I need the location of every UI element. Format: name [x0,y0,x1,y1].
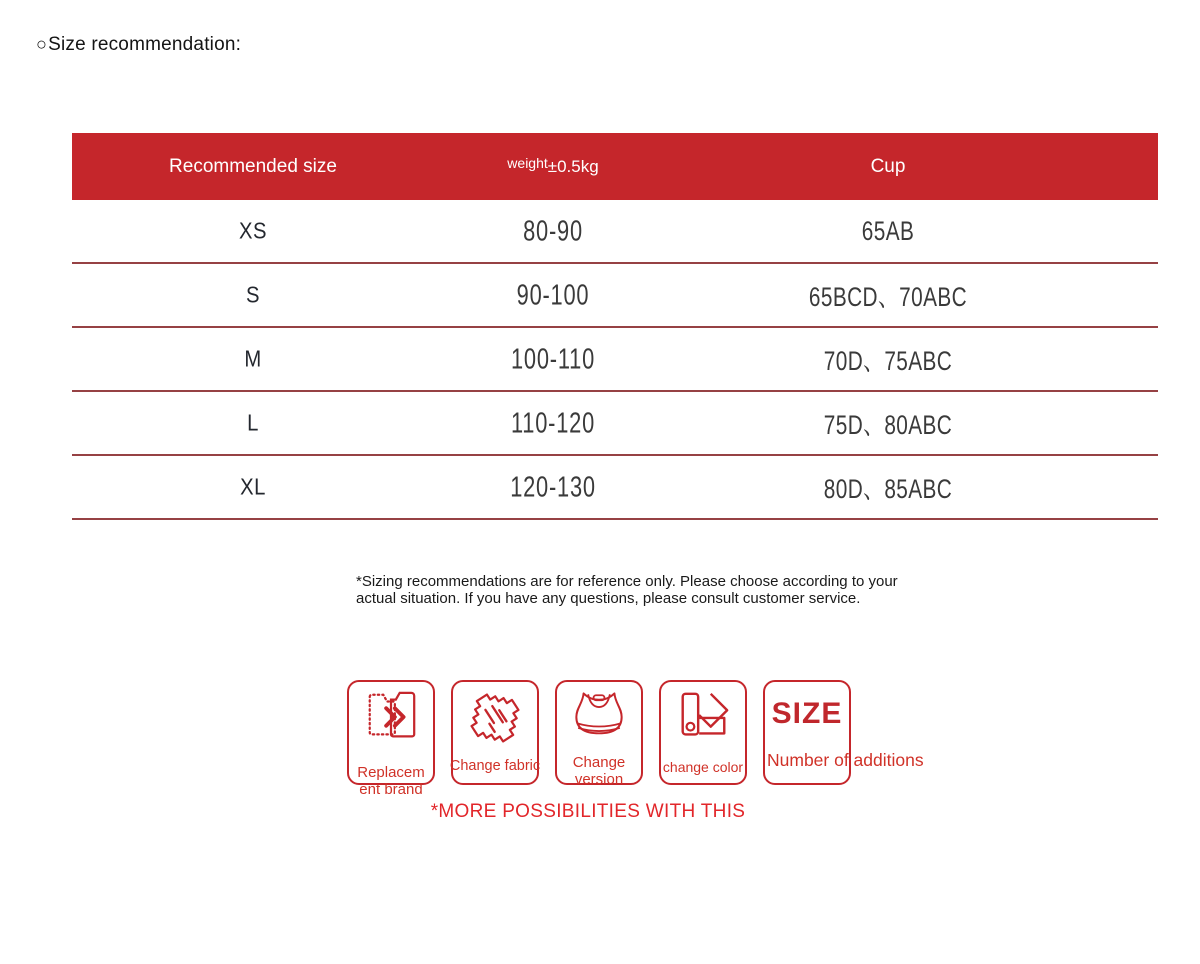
size-cell [243,346,263,373]
table-header-row [72,133,1158,200]
cup-value: 65AB [861,214,915,247]
feature-change-color [659,680,747,785]
size-value: XL [240,473,266,500]
size-cell [246,410,259,437]
header-weight-label: weight [507,154,548,171]
weight-cell [515,215,592,247]
weight-cell [498,471,608,503]
feature-label [357,764,425,798]
size-value: S [246,281,260,308]
weight-value: 80-90 [523,214,583,247]
table-row-s [72,264,1158,328]
size-cell [237,218,269,245]
fabric-swatch-icon [465,688,525,748]
feature-label-line1: Change fabric [449,758,541,774]
sports-bra-icon [569,688,629,746]
header-weight [507,154,599,177]
sizing-note-line2: actual situation. If you have any questions, please consult customer service. [356,589,861,607]
page-title-text: Size recommendation: [48,34,242,55]
feature-label-line1: change color [662,759,744,775]
feature-label-line1: Number of additions [767,750,924,770]
header-weight-tolerance: ±0.5kg [547,156,599,176]
feature-label [663,759,743,776]
weight-cell [506,279,599,311]
sizing-note [356,574,996,607]
cup-value: 75D、80ABC [823,408,953,441]
weight-value: 120-130 [510,470,596,503]
feature-replacement-brand [347,680,435,798]
cup-cell [808,469,969,506]
circle-bullet-icon: ○ [36,34,48,54]
weight-value: 90-100 [516,278,590,311]
size-recommendation-table [72,133,1158,520]
size-cell [238,474,267,501]
feature-label-line1: Replacem [357,764,425,781]
size-cell [245,282,261,309]
cup-value: 80D、85ABC [823,472,953,505]
cup-cell [789,277,987,314]
feature-change-fabric [451,680,539,785]
header-recommended-size: Recommended size [169,155,337,177]
possibilities-slogan: *MORE POSSIBILITIES WITH THIS [430,801,746,822]
weight-cell [499,407,607,439]
brand-swap-icon [362,688,420,746]
cup-cell [808,341,969,378]
size-value: L [247,409,259,436]
feature-label [573,754,626,788]
table-row-xs [72,200,1158,264]
feature-label [767,752,924,769]
feature-label-line2: ent brand [359,781,423,798]
cup-cell [855,216,921,247]
color-swatch-icon [674,688,732,746]
sizing-note-line1: *Sizing recommendations are for reference only. Please choose according to your [356,573,898,590]
weight-value: 110-120 [511,406,595,439]
header-cup: Cup [870,155,906,177]
weight-cell [499,343,607,375]
cup-cell [808,405,969,442]
feature-size-additions [763,680,924,785]
size-text-icon: SIZE [771,697,843,730]
table-row-m [72,328,1158,392]
feature-label-line1: Change [572,754,626,771]
cup-value: 65BCD、70ABC [808,280,968,313]
page-title [36,34,241,56]
table-row-xl [72,456,1158,520]
size-value: XS [239,217,267,244]
feature-change-version [555,680,643,788]
table-row-l [72,392,1158,456]
feature-label-line2: version [574,771,624,788]
size-value: M [244,345,262,372]
cup-value: 70D、75ABC [823,344,953,377]
weight-value: 100-110 [511,342,595,375]
feature-label [450,758,540,775]
